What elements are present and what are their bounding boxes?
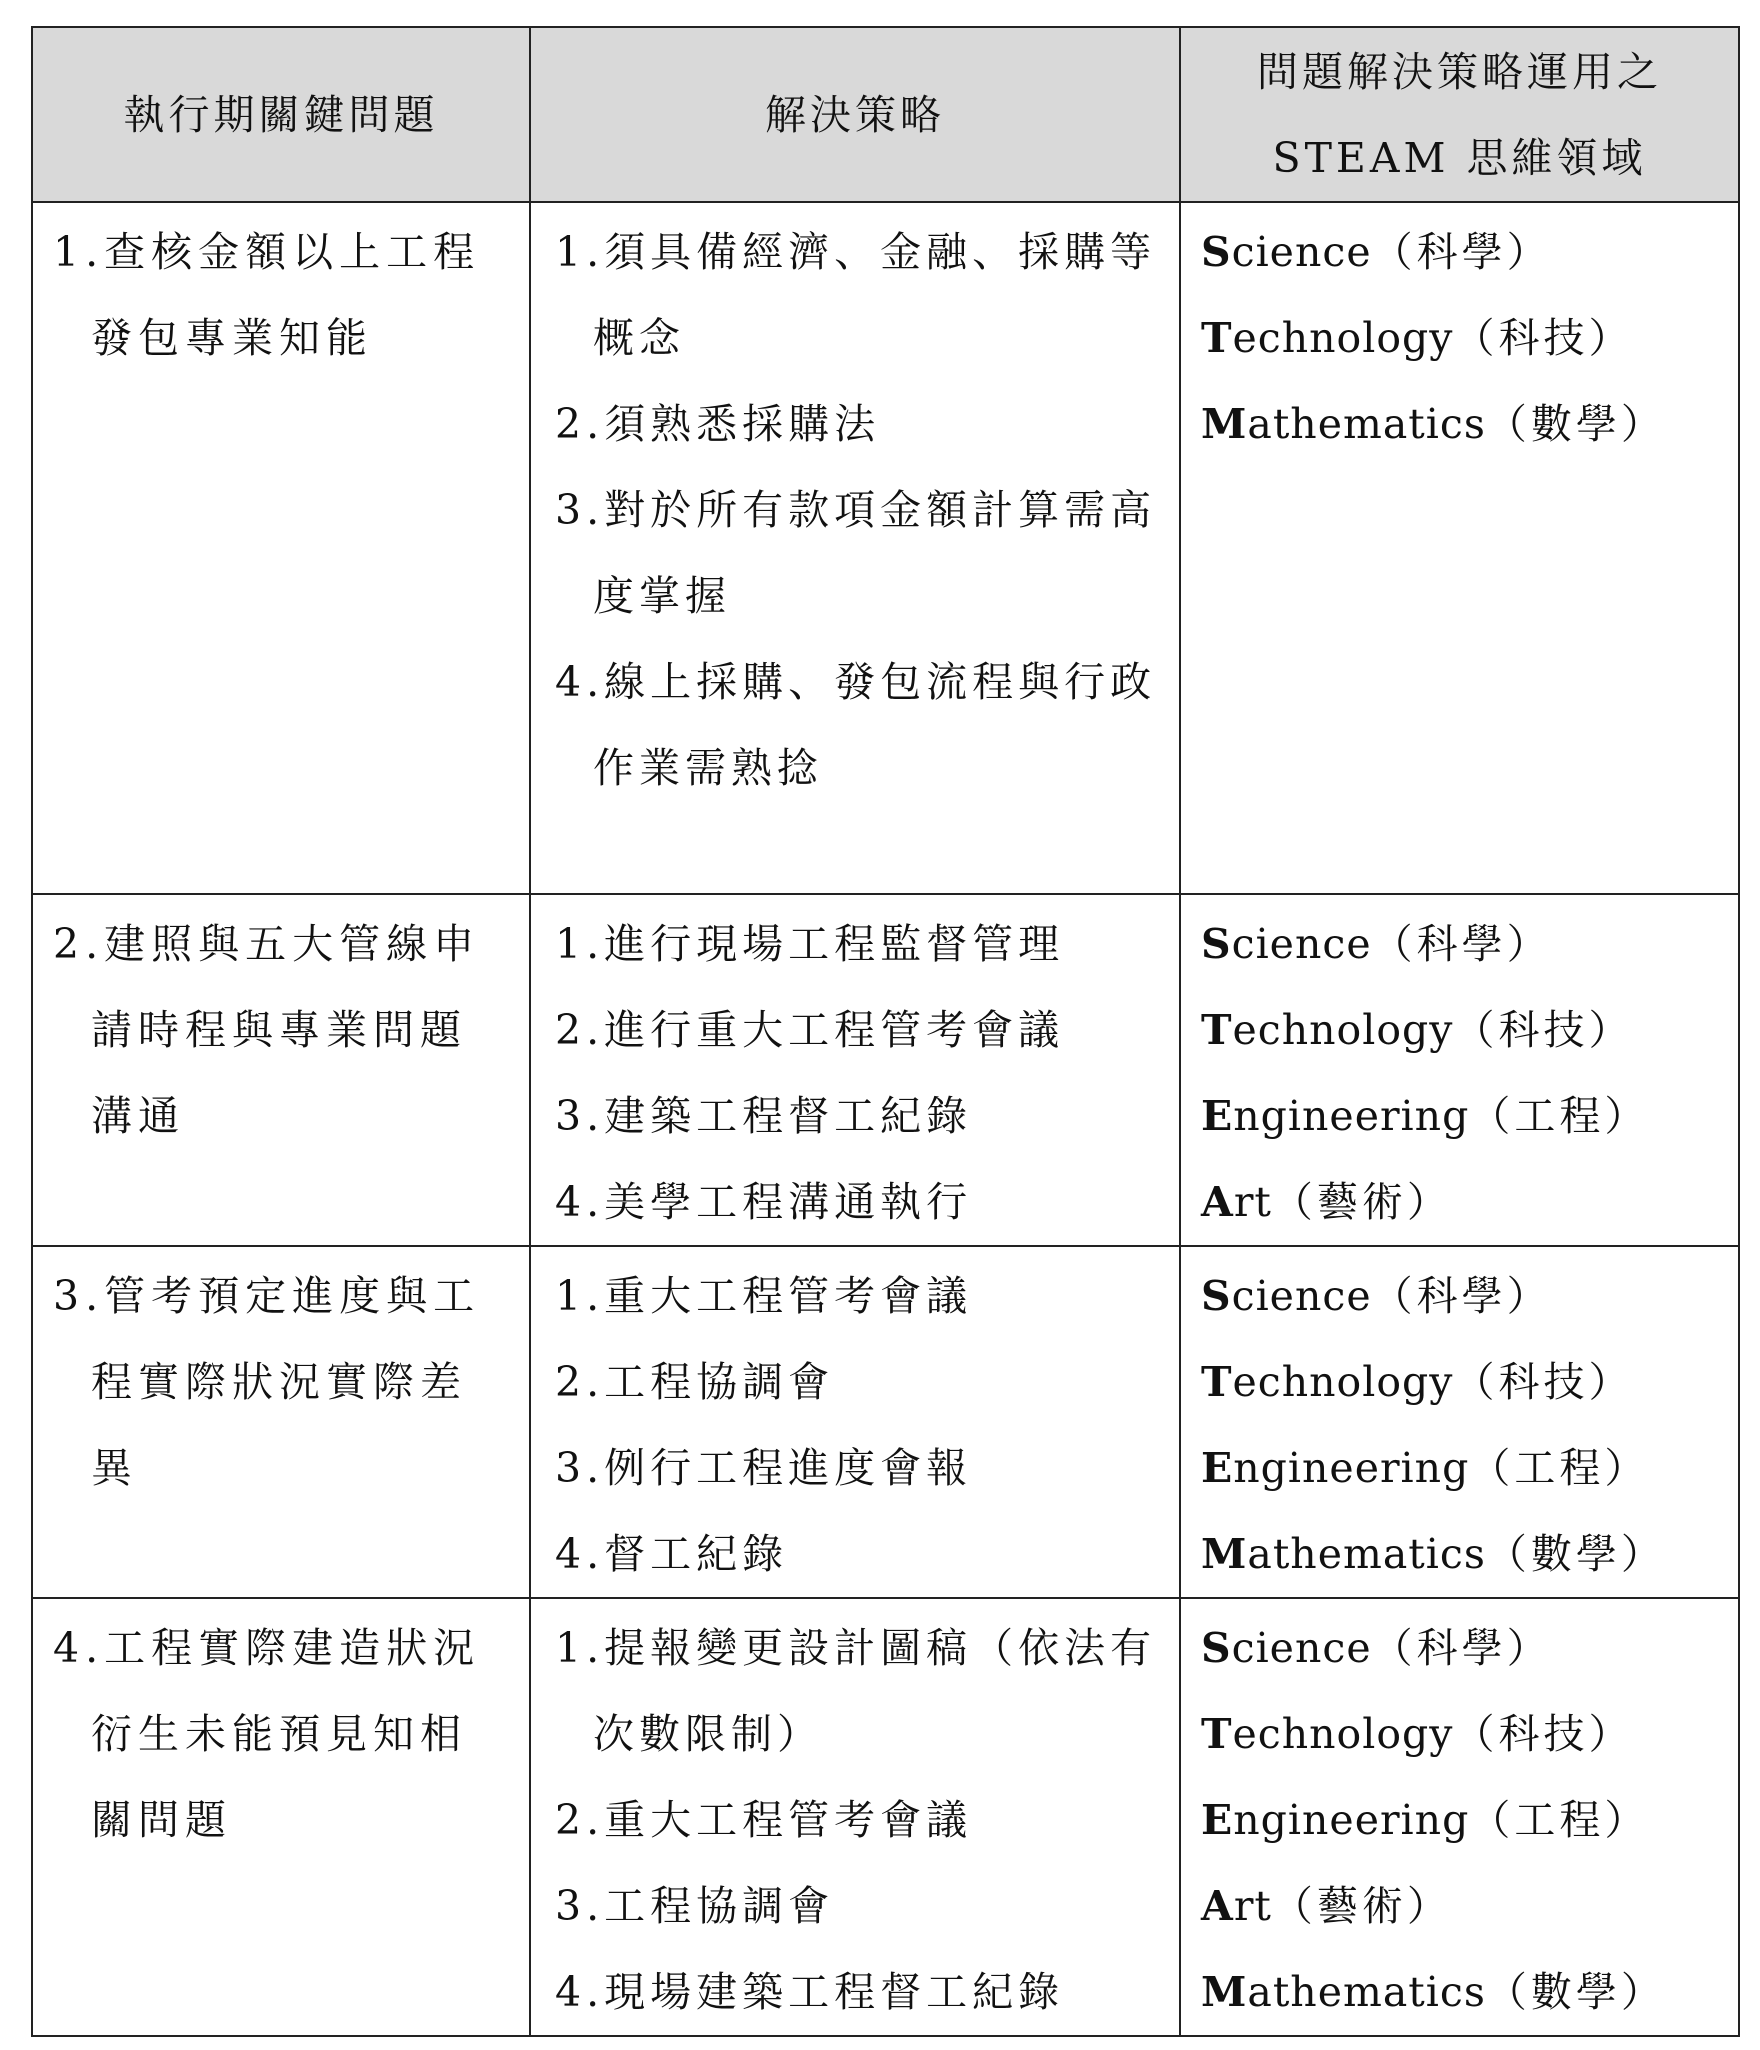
steam-area-cell bbox=[1180, 202, 1739, 894]
area-name: athematics bbox=[1247, 400, 1486, 448]
area-chinese: （數學） bbox=[1485, 1530, 1666, 1578]
table-row bbox=[32, 894, 1739, 1246]
area-chinese: （科技） bbox=[1453, 314, 1634, 362]
strategy-list bbox=[531, 203, 1179, 811]
strategy-cell bbox=[530, 1246, 1180, 1598]
area-chinese: （工程） bbox=[1469, 1092, 1650, 1140]
strategy-list bbox=[531, 895, 1179, 1245]
issue-cell bbox=[32, 1246, 530, 1598]
area-initial: S bbox=[1201, 1272, 1232, 1320]
steam-area-item bbox=[1201, 295, 1728, 381]
strategy-cell bbox=[530, 202, 1180, 894]
steam-area-list bbox=[1181, 1599, 1738, 2035]
table-row bbox=[32, 1598, 1739, 2036]
area-initial: S bbox=[1201, 920, 1232, 968]
issue-text: 4.工程實際建造狀況衍生未能預見知相關問題 bbox=[53, 1624, 481, 1844]
area-initial: T bbox=[1201, 314, 1233, 362]
area-name: rt bbox=[1233, 1882, 1272, 1930]
strategy-item: 1.須具備經濟、金融、採購等概念 bbox=[555, 228, 1157, 362]
header-key-issues: 執行期關鍵問題 bbox=[32, 27, 530, 202]
steam-area-cell bbox=[1180, 1598, 1739, 2036]
steam-area-item bbox=[1201, 1777, 1728, 1863]
area-name: cience bbox=[1231, 1272, 1372, 1320]
area-name: cience bbox=[1231, 228, 1372, 276]
area-name: echnology bbox=[1232, 314, 1454, 362]
strategy-list bbox=[531, 1599, 1179, 2035]
area-chinese: （科技） bbox=[1453, 1710, 1634, 1758]
steam-area-cell bbox=[1180, 1246, 1739, 1598]
table-row bbox=[32, 202, 1739, 894]
area-chinese: （科技） bbox=[1453, 1006, 1634, 1054]
issue-cell bbox=[32, 894, 530, 1246]
area-chinese: （數學） bbox=[1485, 1968, 1666, 2016]
area-name: ngineering bbox=[1233, 1444, 1470, 1492]
area-initial: E bbox=[1201, 1092, 1234, 1140]
strategy-item: 4.督工紀錄 bbox=[555, 1530, 789, 1578]
area-initial: S bbox=[1201, 228, 1232, 276]
area-initial: A bbox=[1201, 1178, 1234, 1226]
area-chinese: （工程） bbox=[1469, 1444, 1650, 1492]
area-name: athematics bbox=[1247, 1968, 1486, 2016]
area-chinese: （科學） bbox=[1371, 228, 1552, 276]
steam-strategy-table bbox=[31, 26, 1740, 2037]
strategy-item: 2.進行重大工程管考會議 bbox=[555, 1006, 1065, 1054]
area-initial: T bbox=[1201, 1006, 1233, 1054]
header-steam-areas bbox=[1180, 27, 1739, 202]
area-chinese: （科學） bbox=[1371, 1624, 1552, 1672]
area-chinese: （工程） bbox=[1469, 1796, 1650, 1844]
area-name: cience bbox=[1231, 1624, 1372, 1672]
strategy-item: 2.工程協調會 bbox=[555, 1358, 835, 1406]
area-chinese: （藝術） bbox=[1271, 1178, 1452, 1226]
area-name: echnology bbox=[1232, 1006, 1454, 1054]
area-name: echnology bbox=[1232, 1710, 1454, 1758]
area-initial: E bbox=[1201, 1444, 1234, 1492]
strategy-item: 1.重大工程管考會議 bbox=[555, 1272, 973, 1320]
table-header-row bbox=[32, 27, 1739, 202]
header-steam-areas-line2: STEAM 思維領域 bbox=[1272, 133, 1647, 182]
area-initial: M bbox=[1201, 1968, 1248, 2016]
steam-area-list bbox=[1181, 1247, 1738, 1597]
area-initial: M bbox=[1201, 400, 1248, 448]
header-steam-areas-line1: 問題解決策略運用之 bbox=[1257, 47, 1662, 96]
issue-cell bbox=[32, 1598, 530, 2036]
strategy-item: 2.重大工程管考會議 bbox=[555, 1796, 973, 1844]
strategy-list bbox=[531, 1247, 1179, 1597]
issue-text: 1.查核金額以上工程發包專業知能 bbox=[53, 228, 481, 362]
area-chinese: （科學） bbox=[1371, 920, 1552, 968]
area-initial: S bbox=[1201, 1624, 1232, 1672]
area-initial: T bbox=[1201, 1710, 1233, 1758]
area-initial: E bbox=[1201, 1796, 1234, 1844]
steam-area-item bbox=[1201, 1073, 1728, 1159]
issue-text: 3.管考預定進度與工程實際狀況實際差異 bbox=[53, 1272, 481, 1492]
steam-area-item bbox=[1201, 901, 1728, 987]
area-chinese: （藝術） bbox=[1271, 1882, 1452, 1930]
issue-text: 2.建照與五大管線申請時程與專業問題溝通 bbox=[53, 920, 481, 1140]
steam-area-item bbox=[1201, 1949, 1728, 2035]
strategy-item: 1.進行現場工程監督管理 bbox=[555, 920, 1065, 968]
steam-area-item bbox=[1201, 1511, 1728, 1597]
area-name: ngineering bbox=[1233, 1092, 1470, 1140]
steam-area-list bbox=[1181, 203, 1738, 467]
strategy-item: 1.提報變更設計圖稿（依法有次數限制） bbox=[555, 1624, 1157, 1758]
area-name: echnology bbox=[1232, 1358, 1454, 1406]
area-initial: T bbox=[1201, 1358, 1233, 1406]
steam-area-item bbox=[1201, 1691, 1728, 1777]
strategy-cell bbox=[530, 894, 1180, 1246]
area-initial: M bbox=[1201, 1530, 1248, 1578]
strategy-cell bbox=[530, 1598, 1180, 2036]
area-chinese: （科技） bbox=[1453, 1358, 1634, 1406]
area-name: athematics bbox=[1247, 1530, 1486, 1578]
area-name: ngineering bbox=[1233, 1796, 1470, 1844]
strategy-item: 3.例行工程進度會報 bbox=[555, 1444, 973, 1492]
strategy-item: 3.建築工程督工紀錄 bbox=[555, 1092, 973, 1140]
strategy-item: 2.須熟悉採購法 bbox=[555, 400, 881, 448]
steam-area-list bbox=[1181, 895, 1738, 1245]
header-strategies: 解決策略 bbox=[530, 27, 1180, 202]
steam-area-item bbox=[1201, 1605, 1728, 1691]
area-name: rt bbox=[1233, 1178, 1272, 1226]
steam-area-item bbox=[1201, 1253, 1728, 1339]
steam-area-item bbox=[1201, 1425, 1728, 1511]
strategy-item: 4.線上採購、發包流程與行政作業需熟捻 bbox=[555, 658, 1157, 792]
steam-area-item bbox=[1201, 987, 1728, 1073]
issue-cell bbox=[32, 202, 530, 894]
steam-area-cell bbox=[1180, 894, 1739, 1246]
steam-area-item bbox=[1201, 1339, 1728, 1425]
area-name: cience bbox=[1231, 920, 1372, 968]
strategy-item: 3.工程協調會 bbox=[555, 1882, 835, 1930]
table-row bbox=[32, 1246, 1739, 1598]
area-initial: A bbox=[1201, 1882, 1234, 1930]
strategy-item: 3.對於所有款項金額計算需高度掌握 bbox=[555, 486, 1157, 620]
strategy-item: 4.現場建築工程督工紀錄 bbox=[555, 1968, 1065, 2016]
steam-area-item bbox=[1201, 1863, 1728, 1949]
area-chinese: （數學） bbox=[1485, 400, 1666, 448]
steam-area-item bbox=[1201, 381, 1728, 467]
area-chinese: （科學） bbox=[1371, 1272, 1552, 1320]
strategy-item: 4.美學工程溝通執行 bbox=[555, 1178, 973, 1226]
steam-area-item bbox=[1201, 209, 1728, 295]
steam-area-item bbox=[1201, 1159, 1728, 1245]
